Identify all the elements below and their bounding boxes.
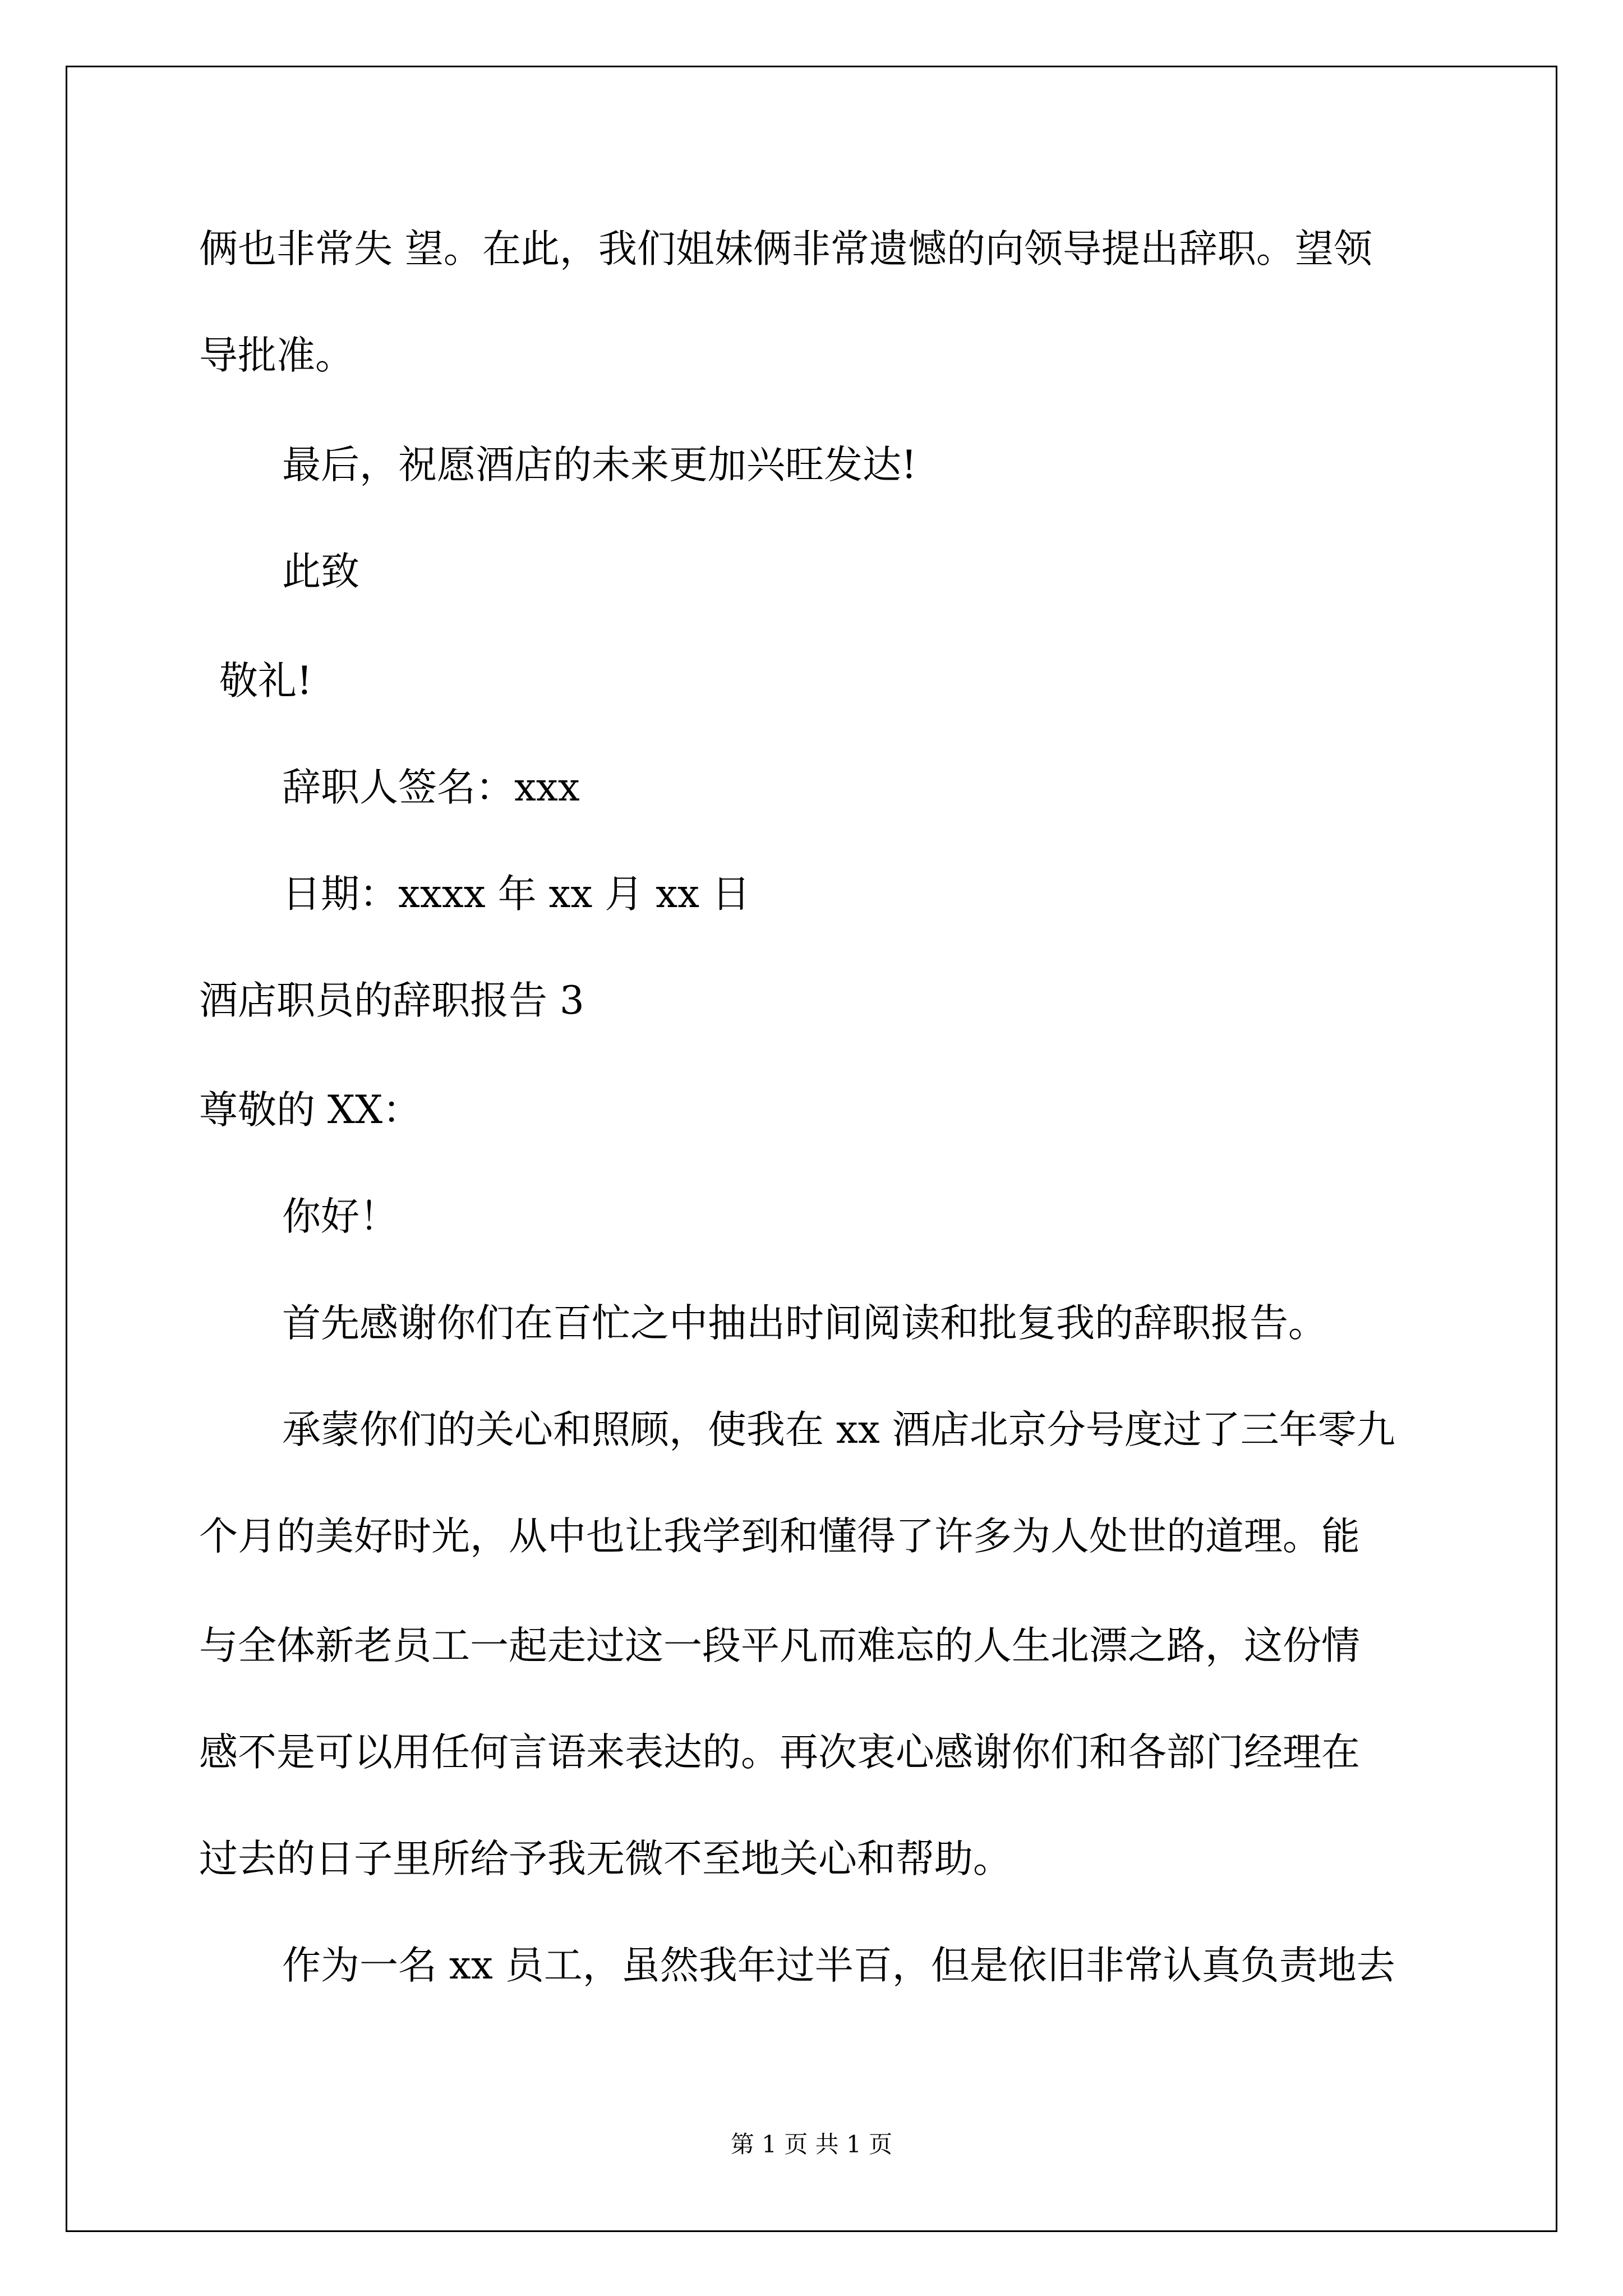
text-line: 承蒙你们的关心和照顾，使我在 xx 酒店北京分号度过了三年零九 xyxy=(282,1407,1395,1452)
text-line: 感不是可以用任何言语来表达的。再次衷心感谢你们和各部门经理在 xyxy=(199,1730,1360,1775)
text-line: 你好！ xyxy=(282,1194,398,1239)
text-line: 辞职人签名：xxx xyxy=(282,765,580,810)
text-line: 敬礼! xyxy=(219,659,312,703)
text-line: 最后，祝愿酒店的未来更加兴旺发达! xyxy=(282,443,917,487)
page-border xyxy=(66,66,1557,2232)
text-line: 尊敬的 XX： xyxy=(199,1088,422,1133)
text-line: 首先感谢你们在百忙之中抽出时间阅读和批复我的辞职报告。 xyxy=(282,1301,1327,1346)
text-line: 导批准。 xyxy=(199,333,354,378)
text-line: 此致 xyxy=(282,549,359,594)
page-footer: 第 1 页 共 1 页 xyxy=(730,2131,893,2158)
text-line: 与全体新老员工一起走过这一段平凡而难忘的人生北漂之路，这份情 xyxy=(199,1623,1360,1668)
text-line: 个月的美好时光，从中也让我学到和懂得了许多为人处世的道理。能 xyxy=(199,1514,1360,1559)
section-heading: 酒店职员的辞职报告 3 xyxy=(199,978,584,1023)
text-line: 作为一名 xx 员工，虽然我年过半百，但是依旧非常认真负责地去 xyxy=(282,1943,1395,1988)
text-line: 过去的日子里所给予我无微不至地关心和帮助。 xyxy=(199,1837,1012,1881)
text-line: 日期：xxxx 年 xx 月 xx 日 xyxy=(282,872,750,917)
text-line: 俩也非常失 望。在此，我们姐妹俩非常遗憾的向领导提出辞职。望领 xyxy=(199,227,1372,272)
